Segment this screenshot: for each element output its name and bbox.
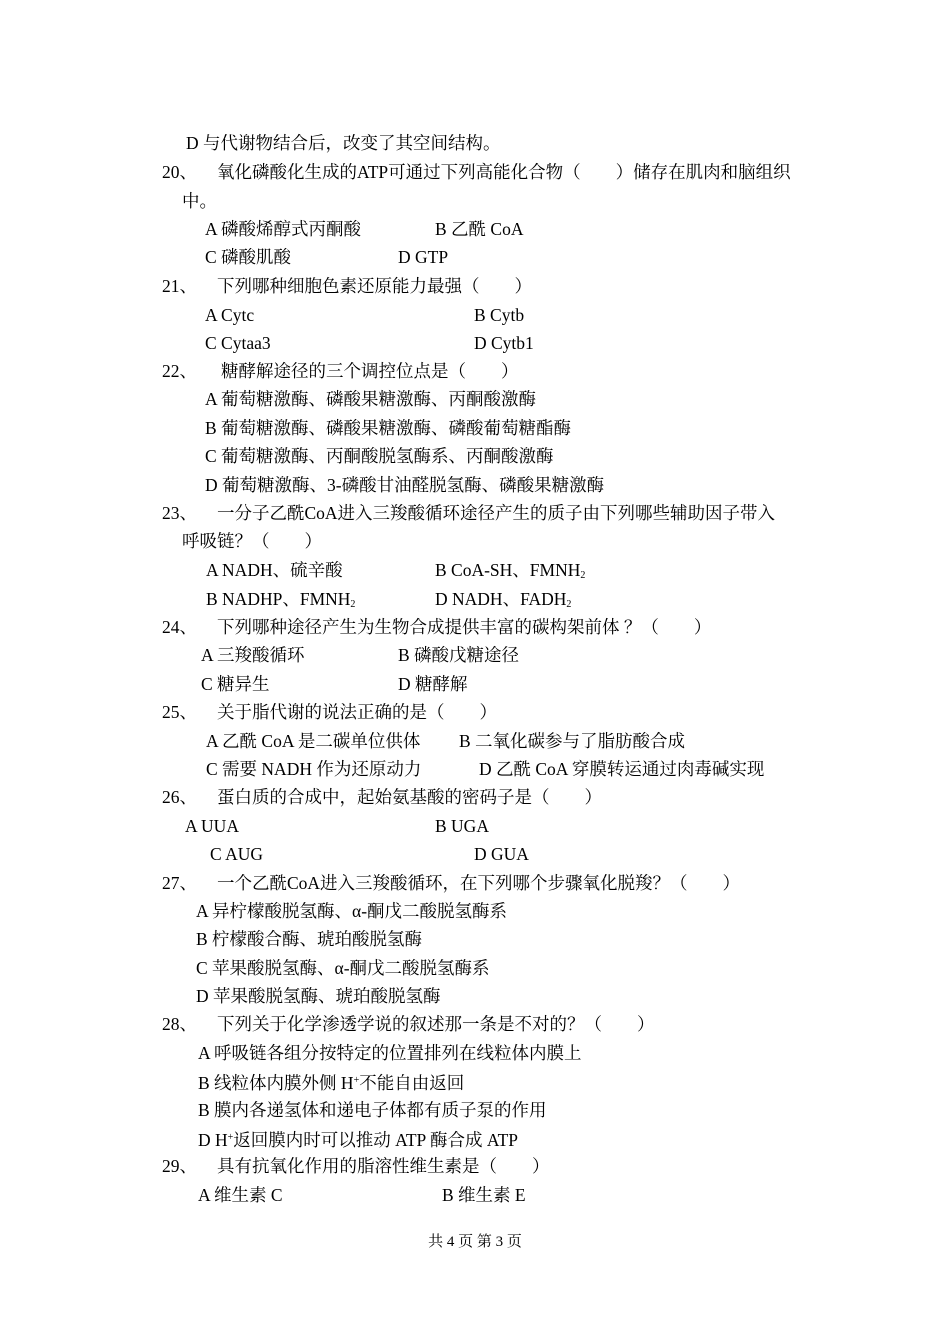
option-26-a: A UUA	[185, 816, 239, 836]
option-27-d: D 苹果酸脱氢酶、琥珀酸脱氢酶	[196, 986, 441, 1006]
superscript: +	[353, 1075, 360, 1086]
question-text: 具有抗氧化作用的脂溶性维生素是（ ）	[217, 1156, 550, 1176]
option-29-b: B 维生素 E	[442, 1185, 526, 1205]
option-25-b: B 二氧化碳参与了脂肪酸合成	[459, 731, 686, 751]
option-23-c: B NADHP、$FMNH_2$	[206, 589, 356, 610]
question-28	[162, 1013, 655, 1035]
option-22-b: B 葡萄糖激酶、磷酸果糖激酶、磷酸葡萄糖酯酶	[205, 418, 572, 438]
question-number: 28、	[162, 1014, 197, 1034]
question-23-cont: 呼吸链？（ ）	[182, 531, 322, 551]
option-19-d: D 与代谢物结合后，改变了其空间结构。	[186, 133, 501, 153]
option-22-a: A 葡萄糖激酶、磷酸果糖激酶、丙酮酸激酶	[205, 389, 537, 409]
superscript: +	[227, 1132, 234, 1143]
option-28-c: B 膜内各递氢体和递电子体都有质子泵的作用	[198, 1100, 547, 1120]
question-text: 下列哪种细胞色素还原能力最强（ ）	[217, 276, 532, 296]
question-23	[162, 502, 775, 524]
option-25-c: C 需要 NADH 作为还原动力	[206, 759, 422, 779]
option-21-d: D Cytb1	[474, 333, 534, 353]
subscript: 2	[566, 599, 572, 610]
option-27-a: A 异柠檬酸脱氢酶、α-酮戊二酸脱氢酶系	[196, 901, 508, 921]
question-29	[162, 1155, 550, 1177]
question-number: 20、	[162, 162, 197, 182]
question-number: 26、	[162, 787, 197, 807]
option-29-a: A 维生素 C	[198, 1185, 283, 1205]
option-25-a: A 乙酰 CoA 是二碳单位供体	[206, 731, 421, 751]
option-23-a: A NADH、硫辛酸	[206, 560, 343, 580]
option-26-d: D GUA	[474, 844, 529, 864]
question-number: 22、	[162, 361, 197, 381]
page-footer: 共 4 页 第 3 页	[428, 1234, 522, 1250]
question-text: 下列关于化学渗透学说的叙述那一条是不对的？（ ）	[217, 1014, 655, 1034]
question-number: 24、	[162, 617, 197, 637]
question-number: 21、	[162, 276, 197, 296]
option-28-d: D H+返回膜内时可以推动 ATP 酶合成 ATP	[198, 1130, 519, 1150]
option-20-d: D GTP	[398, 247, 449, 267]
subscript: 2	[580, 570, 586, 581]
question-text: 一分子乙酰CoA进入三羧酸循环途径产生的质子由下列哪些辅助因子带入	[217, 503, 776, 523]
option-22-c: C 葡萄糖激酶、丙酮酸脱氢酶系、丙酮酸激酶	[205, 446, 554, 466]
question-number: 25、	[162, 702, 197, 722]
option-24-c: C 糖异生	[201, 674, 270, 694]
question-22	[162, 360, 519, 382]
question-21	[162, 275, 532, 297]
question-number: 23、	[162, 503, 197, 523]
option-28-b: B 线粒体内膜外侧 H+不能自由返回	[198, 1073, 465, 1093]
option-22-d: D 葡萄糖激酶、3-磷酸甘油醛脱氢酶、磷酸果糖激酶	[205, 475, 605, 495]
option-23-d: D NADH、$FADH_2$	[435, 589, 572, 610]
subscript: 2	[350, 599, 356, 610]
option-28-a: A 呼吸链各组分按特定的位置排列在线粒体内膜上	[198, 1043, 582, 1063]
option-20-a: A 磷酸烯醇式丙酮酸	[205, 219, 362, 239]
question-number: 29、	[162, 1156, 197, 1176]
option-24-a: A 三羧酸循环	[201, 645, 305, 665]
question-20	[162, 161, 791, 183]
option-23-b: B CoA-SH、$FMNH_2$	[435, 560, 586, 581]
option-24-d: D 糖酵解	[398, 674, 468, 694]
question-24	[162, 616, 711, 638]
question-20-cont: 中。	[182, 191, 217, 211]
option-26-c: C AUG	[210, 844, 263, 864]
question-text: 蛋白质的合成中，起始氨基酸的密码子是（ ）	[217, 787, 602, 807]
question-text: 关于脂代谢的说法正确的是（ ）	[217, 702, 497, 722]
question-number: 27、	[162, 873, 197, 893]
option-21-b: B Cytb	[474, 305, 525, 325]
option-26-b: B UGA	[435, 816, 489, 836]
option-21-a: A Cytc	[205, 305, 255, 325]
option-27-b: B 柠檬酸合酶、琥珀酸脱氢酶	[196, 929, 423, 949]
option-25-d: D 乙酰 CoA 穿膜转运通过肉毒碱实现	[479, 759, 765, 779]
question-text: 下列哪种途径产生为生物合成提供丰富的碳构架前体 ？（ ）	[217, 617, 712, 637]
option-20-c: C 磷酸肌酸	[205, 247, 292, 267]
option-24-b: B 磷酸戊糖途径	[398, 645, 520, 665]
option-21-c: C Cytaa3	[205, 333, 271, 353]
option-20-b: B 乙酰 CoA	[435, 219, 524, 239]
question-25	[162, 701, 497, 723]
question-text: 氧化磷酸化生成的ATP可通过下列高能化合物（ ）储存在肌肉和脑组织	[217, 162, 791, 182]
question-27	[162, 872, 740, 894]
option-27-c: C 苹果酸脱氢酶、α-酮戊二酸脱氢酶系	[196, 958, 490, 978]
question-text: 糖酵解途径的三个调控位点是（ ）	[221, 361, 519, 381]
question-26	[162, 786, 602, 808]
question-text: 一个乙酰CoA进入三羧酸循环，在下列哪个步骤氧化脱羧？（ ）	[217, 873, 741, 893]
